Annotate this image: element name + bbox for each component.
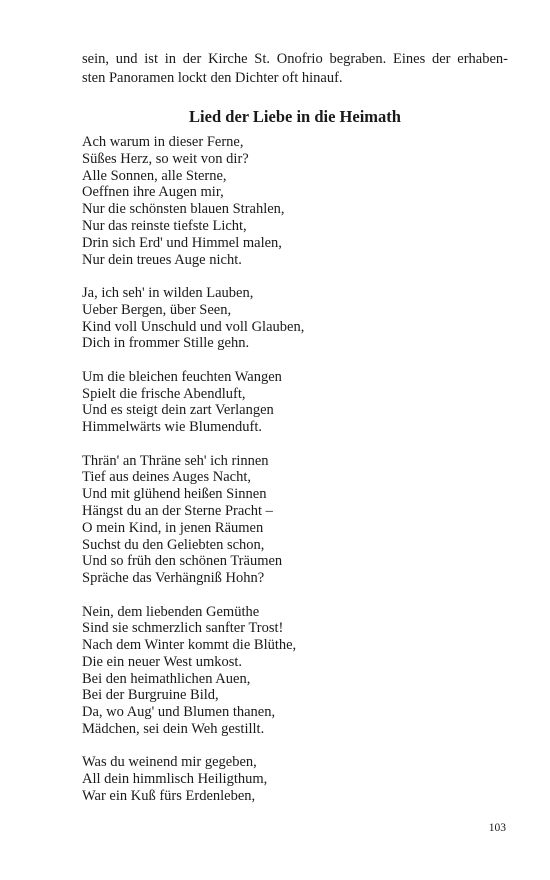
verse-line: Tief aus deines Auges Nacht, bbox=[82, 469, 252, 486]
verse-line: Alle Sonnen, alle Sterne, bbox=[82, 167, 227, 184]
verse-line: Und es steigt dein zart Verlangen bbox=[82, 402, 274, 419]
poem-title: Lied der Liebe in die Heimath bbox=[189, 107, 401, 126]
verse-line: Und mit glühend heißen Sinnen bbox=[82, 486, 267, 503]
verse-line: Und so früh den schönen Träumen bbox=[82, 553, 283, 570]
verse-line: Nur das reinste tiefste Licht, bbox=[82, 217, 247, 234]
verse-line: Ueber Bergen, über Seen, bbox=[82, 301, 232, 318]
stanza bbox=[82, 754, 508, 804]
verse-line: Mädchen, sei dein Weh gestillt. bbox=[82, 721, 265, 738]
verse-line: Bei den heimathlichen Auen, bbox=[82, 670, 251, 687]
verse-line: Kind voll Unschuld und voll Glauben, bbox=[82, 318, 305, 335]
verse-line: Die ein neuer West umkost. bbox=[82, 653, 243, 670]
intro-line: sten Panoramen lockt den Dichter oft hinauf. bbox=[82, 70, 343, 86]
verse-line: Hängst du an der Sterne Pracht – bbox=[82, 502, 273, 519]
verse-line: O mein Kind, in jenen Räumen bbox=[82, 519, 264, 536]
verse-line: Oeffnen ihre Augen mir, bbox=[82, 184, 224, 201]
verse-line: Ach warum in dieser Ferne, bbox=[82, 134, 244, 150]
verse-line: Ja, ich seh' in wilden Lauben, bbox=[82, 284, 254, 301]
verse-line: Nur die schönsten blauen Strahlen, bbox=[82, 201, 285, 218]
verse-line: War ein Kuß fürs Erdenleben, bbox=[82, 788, 256, 805]
intro-paragraph bbox=[82, 50, 508, 88]
verse-line: Um die bleichen feuchten Wangen bbox=[82, 368, 282, 385]
verse-line: Sind sie schmerzlich sanfter Trost! bbox=[82, 620, 284, 637]
stanza bbox=[82, 369, 508, 436]
verse-line: Was du weinend mir gegeben, bbox=[82, 754, 257, 771]
verse-line: All dein himmlisch Heiligthum, bbox=[82, 771, 268, 788]
stanza bbox=[82, 604, 508, 738]
verse-line: Thrän' an Thräne seh' ich rinnen bbox=[82, 452, 269, 469]
verse-line: Suchst du den Geliebten schon, bbox=[82, 536, 265, 553]
intro-line: sein, und ist in der Kirche St. Onofrio begraben. Eines der erhaben- bbox=[82, 51, 508, 67]
stanza bbox=[82, 453, 508, 587]
verse-line: Spräche das Verhängniß Hohn? bbox=[82, 570, 265, 587]
verse-line: Himmelwärts wie Blumenduft. bbox=[82, 419, 263, 436]
verse-line: Nur dein treues Auge nicht. bbox=[82, 251, 242, 268]
verse-line: Spielt die frische Abendluft, bbox=[82, 385, 246, 402]
verse-line: Dich in frommer Stille gehn. bbox=[82, 335, 250, 352]
verse-line: Nein, dem liebenden Gemüthe bbox=[82, 603, 260, 620]
stanza bbox=[82, 285, 508, 352]
stanza bbox=[82, 134, 508, 268]
verse-line: Bei der Burgruine Bild, bbox=[82, 687, 219, 704]
verse-line: Süßes Herz, so weit von dir? bbox=[82, 150, 249, 167]
poem-body bbox=[82, 134, 508, 821]
page-number: 103 bbox=[488, 822, 506, 834]
verse-line: Da, wo Aug' und Blumen thanen, bbox=[82, 704, 276, 721]
verse-line: Drin sich Erd' und Himmel malen, bbox=[82, 234, 282, 251]
verse-line: Nach dem Winter kommt die Blüthe, bbox=[82, 637, 297, 654]
